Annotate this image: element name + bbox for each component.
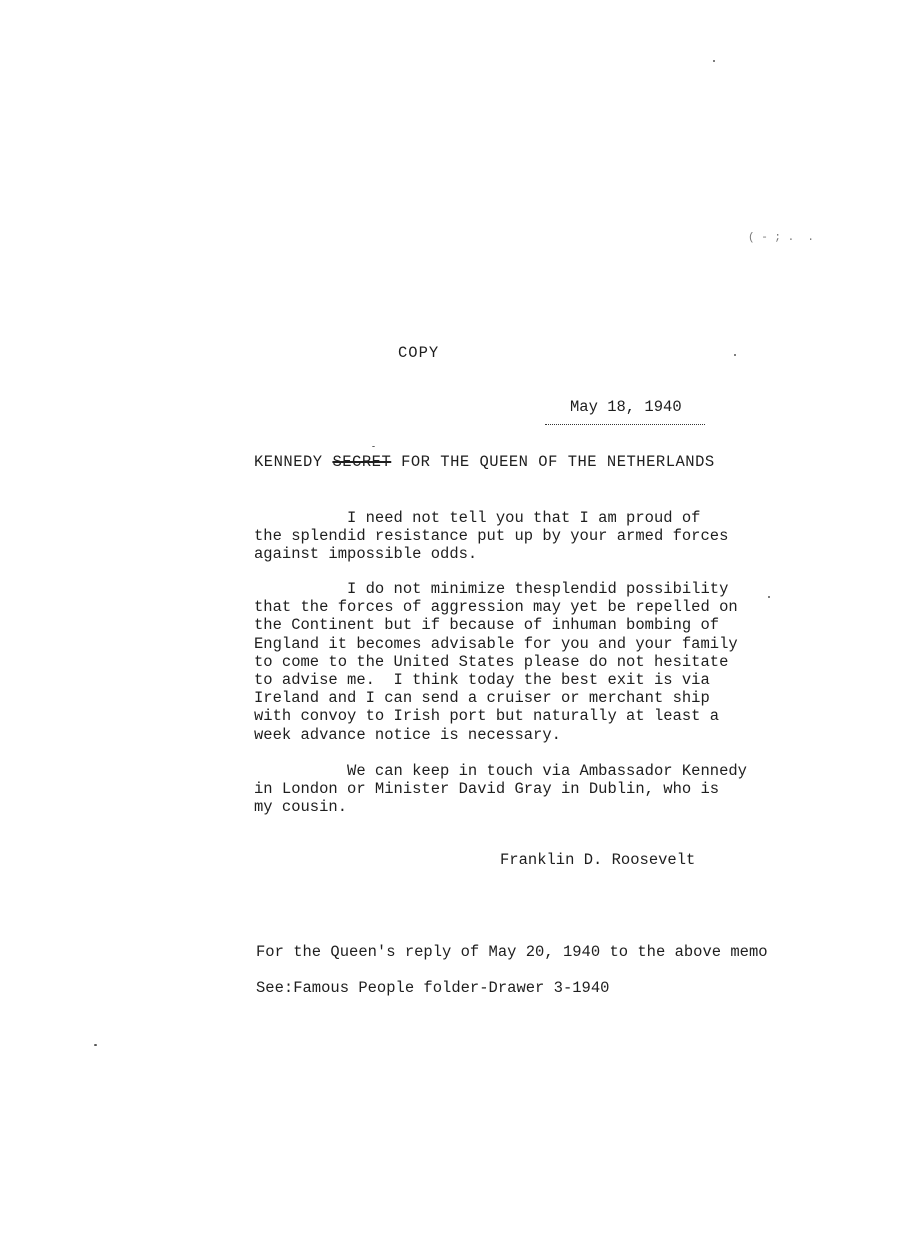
scan-speck [768, 596, 770, 598]
paragraph-2 [254, 580, 774, 744]
copy-label: COPY [398, 344, 440, 362]
reply-note: For the Queen's reply of May 20, 1940 to the above memo [256, 943, 768, 961]
paragraph-line: I need not tell you that I am proud of [254, 509, 701, 527]
heading-recipient: FOR THE QUEEN OF THE NETHERLANDS [401, 453, 715, 471]
date-underline [545, 424, 705, 425]
paragraph-line: the splendid resistance put up by your armed forces [254, 527, 729, 546]
signature: Franklin D. Roosevelt [500, 851, 696, 869]
paragraph-line: England it becomes advisable for you and your family [254, 634, 738, 653]
paragraph-line: in London or Minister David Gray in Dublin, who is [254, 780, 720, 799]
letter-date: May 18, 1940 [570, 398, 682, 416]
heading-addressee: KENNEDY [254, 453, 323, 471]
see-note: See:Famous People folder-Drawer 3-1940 [256, 979, 610, 997]
paragraph-3 [254, 762, 774, 817]
paragraph-line: We can keep in touch via Ambassador Kennedy [254, 762, 747, 780]
paragraph-line: the Continent but if because of inhuman bombing of [254, 616, 720, 635]
paragraph-line: to advise me. I think today the best exit is via [254, 671, 710, 690]
paragraph-line: Ireland and I can send a cruiser or merchant ship [254, 689, 710, 708]
paragraph-line: week advance notice is necessary. [254, 725, 561, 744]
paragraph-line: that the forces of aggression may yet be repelled on [254, 598, 738, 617]
paragraph-line: my cousin. [254, 798, 348, 817]
scan-speck [713, 60, 715, 62]
margin-marks: ( - ; . . [748, 232, 815, 244]
paragraph-line: I do not minimize thesplendid possibility [254, 580, 729, 598]
letter-heading [254, 453, 715, 471]
scan-speck [734, 354, 736, 356]
scan-speck [94, 1044, 97, 1046]
paragraph-1 [254, 509, 774, 564]
paragraph-line: to come to the United States please do not hesitate [254, 652, 729, 671]
heading-struck-word: SECRET [332, 453, 392, 471]
scan-speck [372, 446, 375, 447]
paragraph-line: with convoy to Irish port but naturally at least a [254, 707, 720, 726]
paragraph-line: against impossible odds. [254, 545, 478, 564]
